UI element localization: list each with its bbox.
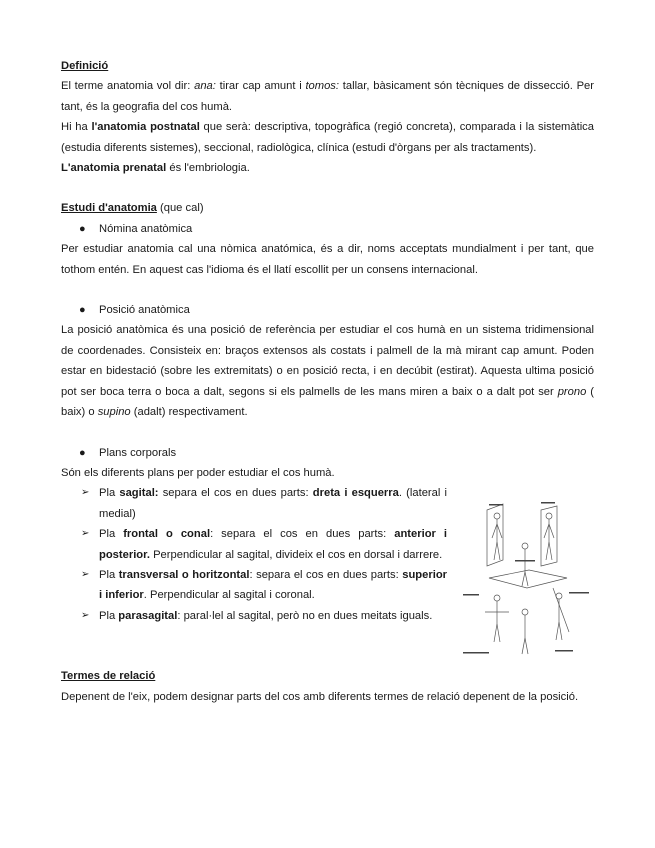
- bullet-posicio: ● Posició anatòmica: [61, 300, 594, 320]
- bullet-plans: ● Plans corporals: [61, 443, 594, 463]
- arrow-bullet-icon: ➢: [81, 487, 90, 499]
- heading-termes: Termes de relació: [61, 670, 156, 683]
- list-item-transversal: ➢ Pla transversal o horitzontal: separa el cos en dues parts: superior i inferior. Perpendicular al sagital i coronal.: [61, 565, 447, 606]
- list-item-frontal: ➢ Pla frontal o conal: separa el cos en dues parts: anterior i posterior. Perpendicular al sagital, divideix el cos en dorsal i darrere.: [61, 524, 447, 565]
- paragraph-termes: Depenent de l'eix, podem designar parts del cos amb diferents termes de relació depenent de la posició.: [61, 690, 579, 703]
- list-item-sagital: ➢ Pla sagital: separa el cos en dues parts: dreta i esquerra. (lateral i medial): [61, 483, 447, 524]
- paragraph-definicio-3: L'anatomia prenatal és l'embriologia.: [61, 162, 250, 175]
- arrow-bullet-icon: ➢: [81, 609, 90, 621]
- bullet-dot-icon: ●: [79, 304, 86, 317]
- bullet-nomina: ● Nómina anatòmica: [61, 219, 594, 239]
- arrow-bullet-icon: ➢: [81, 568, 90, 580]
- bullet-dot-icon: ●: [79, 222, 86, 235]
- body-planes-figure: [459, 500, 594, 660]
- paragraph-posicio: La posició anatòmica és una posició de referència per estudiar el cos humà en un sistema tridimensional de coordenades. Consisteix en: braços extensos als costats i palmell de la mà mirant cap amunt. Poden estar en bidestació (sobre les extremitats) o en posició recta, i en decúbit (estirat). Aquesta ultima posició pot ser boca terra o boca a dalt, segons si els palmells de les mans miren a baix o a dalt pot ser prono ( baix) o supino (adalt) respectivament.: [61, 324, 594, 419]
- paragraph-definicio-1: El terme anatomia vol dir: ana: tirar cap amunt i tomos: tallar, bàsicament són tècniques de dissecció. Per tant, és la geografia del cos humà.: [61, 80, 595, 113]
- heading-estudi: Estudi d'anatomia (que cal): [61, 202, 204, 215]
- paragraph-nomina: Per estudiar anatomia cal una nòmica anatómica, és a dir, noms acceptats mundialment i per tant, que tothom entén. En aquest cas l'idioma és el llatí escollit per un consens internacional.: [61, 243, 594, 276]
- bullet-dot-icon: ●: [79, 446, 86, 459]
- paragraph-definicio-2: Hi ha l'anatomia postnatal que serà: descriptiva, topogràfica (regió concreta), comparada i la sistemàtica (estudia diferents sistemes), seccional, radiològica, clínica (estudi d'òrgans per als tractaments).: [61, 121, 594, 154]
- arrow-bullet-icon: ➢: [81, 528, 90, 540]
- heading-definicio: Definició: [61, 60, 109, 72]
- list-item-parasagital: ➢ Pla parasagital: paral·lel al sagital, però no en dues meitats iguals.: [61, 606, 447, 626]
- paragraph-plans-intro: Són els diferents plans per poder estudiar el cos humà.: [61, 466, 335, 479]
- document-page: [61, 56, 594, 707]
- plans-list: [61, 483, 447, 626]
